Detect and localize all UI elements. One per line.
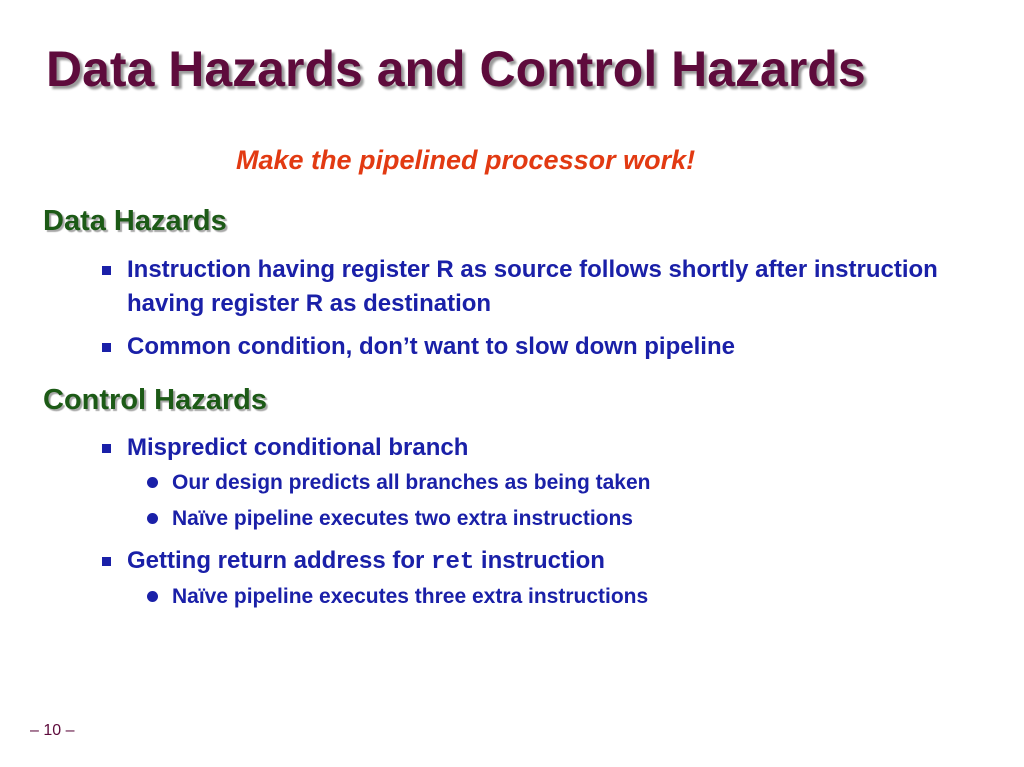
page-number: – 10 – — [30, 722, 75, 739]
section-heading-control-hazards: Control Hazards — [43, 384, 267, 416]
code-ret: ret — [431, 549, 475, 576]
bullet-text-after: instruction — [474, 547, 605, 574]
slide-subtitle: Make the pipelined processor work! — [236, 145, 696, 175]
bullet-text-before: Getting return address for — [127, 547, 432, 574]
bullet-item: Mispredict conditional branch — [127, 431, 468, 465]
sub-bullet-item: Naïve pipeline executes two extra instructions — [172, 505, 633, 533]
sub-bullet-item: Naïve pipeline executes three extra instructions — [172, 583, 648, 611]
slide-title: Data Hazards and Control Hazards — [46, 41, 866, 97]
bullet-item — [127, 544, 605, 580]
bullet-item: Instruction having register R as source follows shortly after instruction having register R as destination — [127, 253, 947, 321]
section-heading-data-hazards: Data Hazards — [43, 205, 227, 237]
sub-bullet-item: Our design predicts all branches as being taken — [172, 469, 650, 497]
bullet-item: Common condition, don’t want to slow down pipeline — [127, 330, 735, 364]
